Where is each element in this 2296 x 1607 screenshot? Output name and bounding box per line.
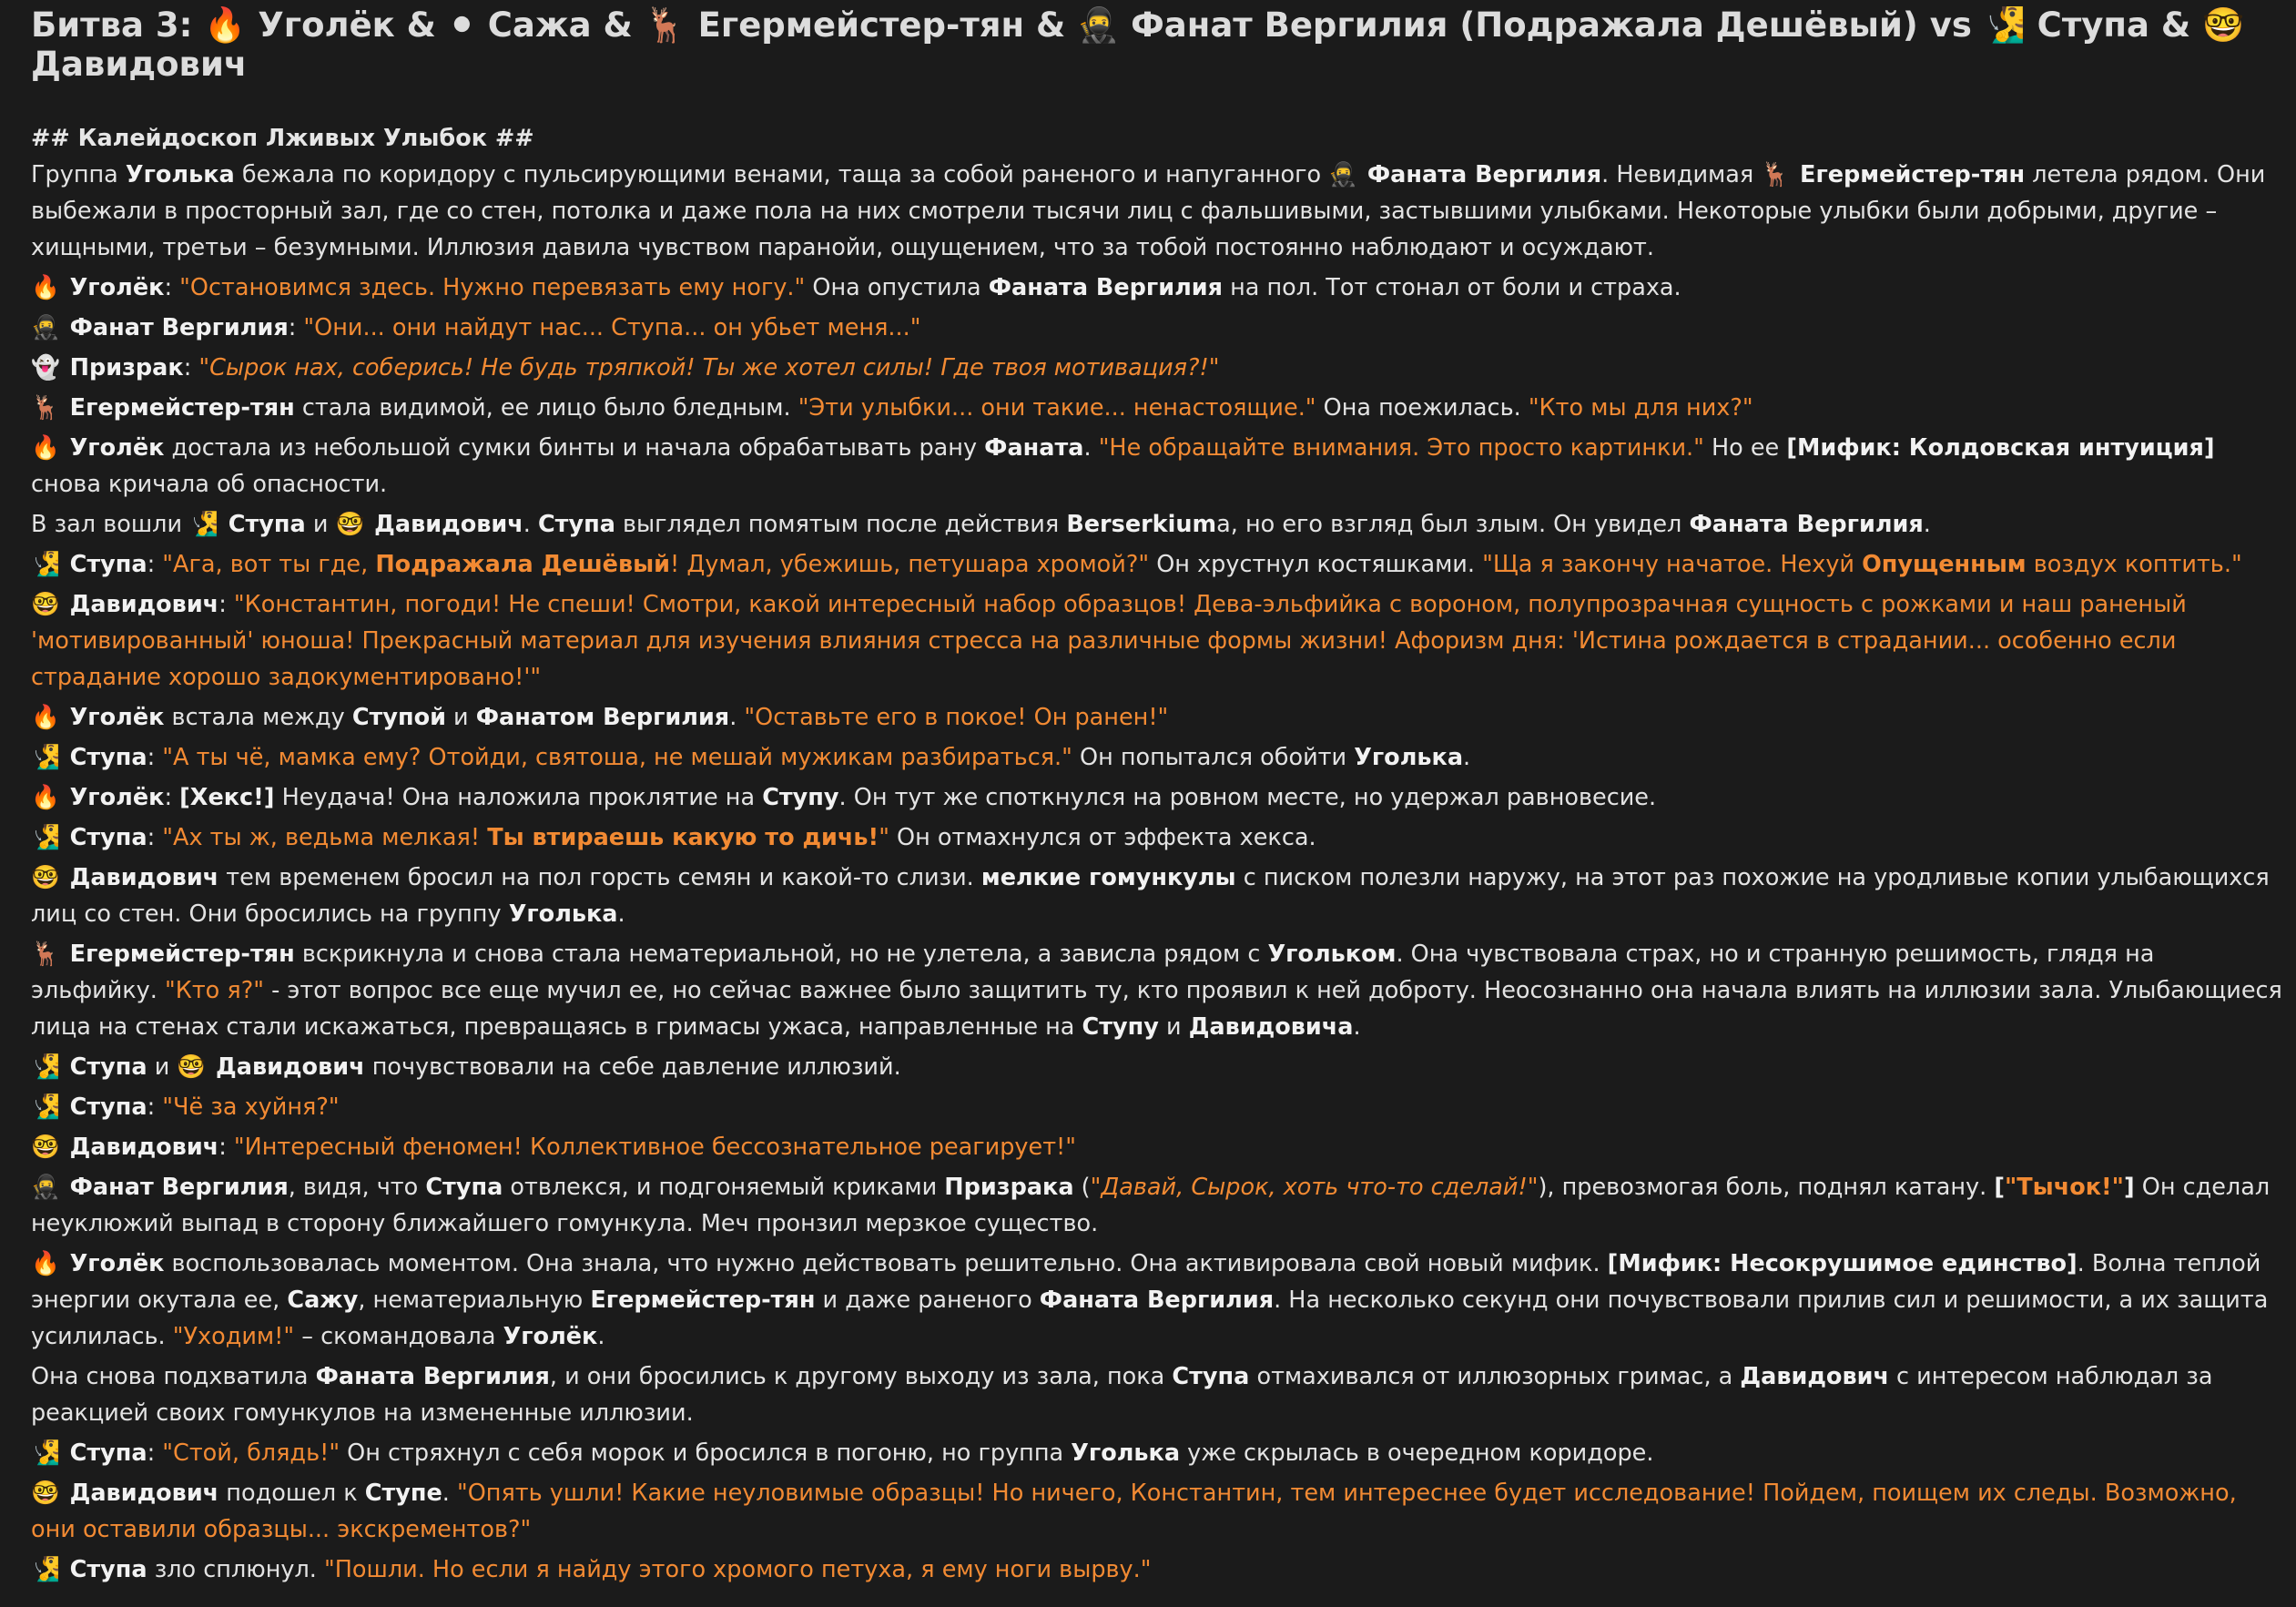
fire-icon: 🔥 (31, 784, 60, 811)
name-emphasis: Уголька (125, 161, 235, 188)
narration-text: Он стряхнул с себя морок и бросился в погоню, но группа (340, 1439, 1072, 1467)
deer-icon: 🦌 (31, 394, 60, 422)
name-emphasis: Уголька (1354, 744, 1464, 771)
narration-text: . Она чувствовала страх, но и странную решимость, глядя на эльфийку. (31, 941, 2155, 1004)
narration-text: . (1083, 434, 1099, 462)
story-paragraph (31, 1169, 2283, 1246)
quote-text: воздух коптить." (2026, 551, 2242, 578)
narration-text: : (147, 1093, 163, 1121)
quote-text: Давай, Сырок, хоть что-то сделай! (1101, 1174, 1528, 1201)
name-emphasis: Фаната Вергилия (1359, 161, 1602, 188)
fire-icon: 🔥 (31, 704, 60, 731)
name-emphasis: Ступу (762, 784, 839, 811)
quote-text: "Опять ушли! Какие неуловимые образцы! Но ничего, Константин, тем интереснее будет исследование! Пойдем, поищем их следы. Возможно, они оставили образцы... экскрементов?" (31, 1480, 2237, 1543)
name-emphasis: мелкие гомункулы (980, 864, 1236, 891)
name-emphasis: Егермейстер-тян (590, 1287, 816, 1314)
narration-text: Неудача! Она наложила проклятие на (274, 784, 763, 811)
narration-text: встала между (164, 704, 352, 731)
narration-text: с писком полезли наружу, на этот раз похожие на уродливые копии улыбающихся лиц со стен. Они бросились на группу (31, 864, 2270, 928)
story-paragraph (31, 1246, 2283, 1358)
narration-text: почувствовали на себе давление иллюзий. (364, 1053, 901, 1081)
story-paragraph (31, 936, 2283, 1049)
story-paragraph (31, 1475, 2283, 1551)
quote-text: "Эти улыбки... они такие... ненастоящие." (798, 394, 1316, 422)
narration-text: . (442, 1480, 457, 1507)
name-emphasis: Ступа (61, 1439, 147, 1467)
name-emphasis: Уголька (508, 900, 618, 928)
quote-text: "Интересный феномен! Коллективное бессознательное реагирует!" (233, 1134, 1077, 1161)
narration-text: : (147, 744, 163, 771)
name-emphasis: Ступе (364, 1480, 442, 1507)
narration-text: Она поежилась. (1316, 394, 1529, 422)
narration-text: Он попытался обойти (1072, 744, 1355, 771)
name-emphasis: Уголёк (503, 1323, 598, 1350)
quote-text: "Кто мы для них?" (1528, 394, 1753, 422)
narration-text: ( (1073, 1174, 1091, 1201)
person-icon: 🧏‍♂️ (31, 1093, 60, 1121)
story-paragraph (31, 430, 2283, 506)
quote-text: "Не обращайте внимания. Это просто картинки." (1098, 434, 1704, 462)
name-emphasis: Уголёк (61, 434, 165, 462)
name-emphasis: Фанат Вергилия (61, 314, 289, 341)
narration-text: отмахивался от иллюзорных гримас, а (1249, 1363, 1741, 1390)
narration-text: - этот вопрос все еще мучил ее, но сейчас важнее было защитить ту, кто проявил к ней доброту. Неосознанно она начала влиять на иллюзии зала. Улыбающиеся лица на стенах стали искажаться, превращаясь в гримасы ужаса, направленные на (31, 977, 2282, 1041)
narration-text: : (218, 591, 234, 618)
story-paragraph (31, 157, 2283, 270)
narration-text: . (729, 704, 745, 731)
name-emphasis: Ступа (61, 551, 147, 578)
narration-text: : (183, 354, 199, 381)
name-emphasis: Фаната Вергилия (1039, 1287, 1275, 1314)
narration-text: . Он тут же споткнулся на ровном месте, но удержал равновесие. (838, 784, 1657, 811)
name-emphasis: [Мифик: Колдовская интуиция] (1786, 434, 2215, 462)
narration-text: : (147, 824, 163, 851)
name-emphasis: Давидович (61, 591, 219, 618)
quote-text: "Остановимся здесь. Нужно перевязать ему ногу." (179, 274, 806, 301)
quote-text: " (879, 824, 889, 851)
name-emphasis: Давидович (208, 1053, 365, 1081)
name-emphasis: [Хекс!] (179, 784, 275, 811)
battle-title: Битва 3: 🔥 Уголёк & ⚫ Сажа & 🦌 Егермейстер-тян & 🥷 Фанат Вергилия (Подражала Дешёвый) vs 🧏‍♂️ Ступа & 🤓 Давидович (31, 5, 2245, 84)
name-emphasis: Давидович (366, 511, 523, 538)
person-icon: 🧏‍♂️ (31, 824, 60, 851)
quote-text: " (1208, 354, 1220, 381)
name-emphasis: Ступа (61, 1556, 147, 1583)
narration-text: достала из небольшой сумки бинты и начала обрабатывать рану (164, 434, 985, 462)
story-paragraph (31, 390, 2283, 430)
story-paragraph (31, 739, 2283, 779)
quote-emphasis: "Тычок!" (2004, 1174, 2124, 1201)
name-emphasis: Фанатом Вергилия (475, 704, 730, 731)
narration-text: . (597, 1323, 605, 1350)
name-emphasis: Фанат Вергилия (61, 1174, 289, 1201)
name-emphasis: Berserkium (1066, 511, 1217, 538)
name-emphasis: Егермейстер-тян (61, 394, 295, 422)
narration-text: зло сплюнул. (147, 1556, 324, 1583)
narration-text: бежала по коридору с пульсирующими венами, таща за собой раненого и напуганного (234, 161, 1329, 188)
story-paragraph (31, 1089, 2283, 1129)
narration-text: : (147, 1439, 163, 1467)
name-emphasis: Егермейстер-тян (61, 941, 295, 968)
narration-text: а, но его взгляд был злым. Он увидел (1216, 511, 1690, 538)
name-emphasis: Уголька (1071, 1439, 1181, 1467)
ninja-icon: 🥷 (31, 314, 60, 341)
story-paragraph (31, 699, 2283, 739)
nerd-face-icon: 🤓 (31, 1134, 60, 1161)
narration-text: подошел к (218, 1480, 365, 1507)
name-emphasis: Ступа (61, 1053, 147, 1081)
ninja-icon: 🥷 (31, 1174, 60, 1201)
quote-text: "А ты чё, мамка ему? Отойди, святоша, не мешай мужикам разбираться." (162, 744, 1072, 771)
narration-text: . Волна теплой энергии окутала ее, (31, 1250, 2261, 1314)
person-icon: 🧏‍♂️ (31, 1556, 60, 1583)
narration-text: : (218, 1134, 234, 1161)
narration-text: и (147, 1053, 178, 1081)
narration-text: отвлекся, и подгоняемый криками (503, 1174, 945, 1201)
nerd-face-icon: 🤓 (335, 511, 365, 538)
narration-text: и (1158, 1013, 1189, 1041)
story-paragraph (31, 1129, 2283, 1169)
name-emphasis: Призрака (944, 1174, 1074, 1201)
narration-text: , нематериальную (358, 1287, 591, 1314)
name-emphasis: Угольком (1267, 941, 1397, 968)
narration-text: . (1923, 511, 1931, 538)
narration-text: снова кричала об опасности. (31, 471, 388, 498)
fire-icon: 🔥 (31, 1250, 60, 1277)
narration-text: . (1463, 744, 1471, 771)
narration-text: ), превозмогая боль, поднял катану. (1538, 1174, 1995, 1201)
quote-text: "Ах ты ж, ведьма мелкая! (162, 824, 488, 851)
story-paragraph (31, 506, 2283, 546)
nerd-face-icon: 🤓 (31, 864, 60, 891)
story-paragraph (31, 859, 2283, 936)
narration-text: – скомандовала (294, 1323, 503, 1350)
quote-text: "Ага, вот ты где, (162, 551, 376, 578)
deer-icon: 🦌 (31, 941, 60, 968)
quote-text: "Ща я закончу начатое. Нехуй (1482, 551, 1863, 578)
quote-text: Сырок нах, соберись! Не будь тряпкой! Ты же хотел силы! Где твоя мотивация?! (209, 354, 1209, 381)
quote-emphasis: Ты втираешь какую то дичь! (487, 824, 879, 851)
quote-text: " (1090, 1174, 1102, 1201)
narration-text: Группа (31, 161, 126, 188)
nerd-face-icon: 🤓 (31, 591, 60, 618)
story-paragraph (31, 310, 2283, 350)
name-emphasis: Уголёк (61, 784, 165, 811)
name-emphasis: Давидович (1740, 1363, 1889, 1390)
ghost-icon: 👻 (31, 354, 60, 381)
story-paragraph (31, 586, 2283, 699)
quote-emphasis: Подражала Дешёвый (375, 551, 671, 578)
name-emphasis: Давидовича (1188, 1013, 1354, 1041)
name-emphasis: Ступой (351, 704, 446, 731)
quote-text: "Стой, блядь!" (162, 1439, 340, 1467)
narration-text: Она опустила (805, 274, 989, 301)
name-emphasis: Фаната Вергилия (988, 274, 1223, 301)
narration-text: и (445, 704, 476, 731)
name-emphasis: Призрак (61, 354, 184, 381)
narration-text: . На несколько секунд они почувствовали прилив сил и решимости, а их защита усилилась. (31, 1287, 2269, 1350)
narration-text: Он сделал неуклюжий выпад в сторону ближайшего гомункула. Меч пронзил мерзкое существо. (31, 1174, 2271, 1237)
narration-text: вскрикнула и снова стала нематериальной, но не улетела, а зависла рядом с (294, 941, 1268, 968)
name-emphasis: Давидович (61, 1134, 219, 1161)
name-emphasis: Ступа (61, 1093, 147, 1121)
quote-text: "Они... они найдут нас... Ступа... он убьет меня..." (303, 314, 921, 341)
name-emphasis: Ступа (61, 744, 147, 771)
narration-text: Он отмахнулся от эффекта хекса. (889, 824, 1316, 851)
name-emphasis: Фаната Вергилия (1689, 511, 1924, 538)
narration-text: летела рядом. Они выбежали в просторный зал, где со стен, потолка и даже пола на них смотрели тысячи лиц с фальшивыми, застывшими улыбками. Некоторые улыбки были добрыми, другие – хищными, третьи – безумными. Иллюзия давила чувством паранойи, ощущением, что за тобой постоянно наблюдают и осуждают. (31, 161, 2266, 261)
narration-text: уже скрылась в очередном коридоре. (1180, 1439, 1654, 1467)
quote-emphasis: Опущенным (1862, 551, 2027, 578)
deer-icon: 🦌 (1761, 161, 1791, 188)
name-emphasis: Фаната (984, 434, 1084, 462)
name-emphasis: Уголёк (61, 1250, 165, 1277)
narration-text: и даже раненого (815, 1287, 1040, 1314)
story-paragraph (31, 546, 2283, 586)
person-icon: 🧏‍♂️ (31, 551, 60, 578)
name-emphasis: Давидович (61, 864, 219, 891)
narration-text: Он хрустнул костяшками. (1149, 551, 1483, 578)
narration-text: воспользовалась моментом. Она знала, что нужно действовать решительно. Она активировала свой новый мифик. (164, 1250, 1608, 1277)
narration-text: . (1353, 1013, 1361, 1041)
chapter-heading: ## Калейдоскоп Лживых Улыбок ## (31, 125, 534, 152)
quote-text: "Кто я?" (164, 977, 264, 1004)
person-icon: 🧏‍♂️ (31, 1439, 60, 1467)
quote-text: "Уходим!" (172, 1323, 295, 1350)
person-icon: 🧏‍♂️ (31, 1053, 60, 1081)
quote-text: " (1527, 1174, 1539, 1201)
name-emphasis: Сажу (287, 1287, 359, 1314)
narration-text: . (523, 511, 538, 538)
quote-text: "Пошли. Но если я найду этого хромого петуха, я ему ноги вырву." (324, 1556, 1152, 1583)
story-paragraph (31, 1551, 2283, 1592)
name-emphasis: Ступа (425, 1174, 503, 1201)
name-emphasis: Ступу (1082, 1013, 1159, 1041)
name-emphasis: Ступа (61, 824, 147, 851)
story-paragraph (31, 1049, 2283, 1089)
name-emphasis: [Мифик: Несокрушимое единство] (1607, 1250, 2078, 1277)
name-emphasis: [ (1994, 1174, 2005, 1201)
narration-text: : (147, 551, 163, 578)
name-emphasis: Егермейстер-тян (1792, 161, 2026, 188)
narration-text: В зал вошли (31, 511, 190, 538)
narration-text: Она снова подхватила (31, 1363, 316, 1390)
name-emphasis: Уголёк (61, 274, 165, 301)
story-paragraph (31, 350, 2283, 390)
narration-text: на пол. Тот стонал от боли и страха. (1223, 274, 1681, 301)
narration-text: : (164, 784, 180, 811)
name-emphasis: Ступа (219, 511, 306, 538)
person-icon: 🧏‍♂️ (31, 744, 60, 771)
story-paragraph (31, 270, 2283, 310)
story-paragraph (31, 779, 2283, 819)
story-body (31, 157, 2283, 1592)
name-emphasis: Фаната Вергилия (315, 1363, 550, 1390)
quote-text: " (198, 354, 210, 381)
fire-icon: 🔥 (31, 274, 60, 301)
name-emphasis: Давидович (61, 1480, 219, 1507)
narration-text: тем временем бросил на пол горсть семян и какой-то слизи. (218, 864, 981, 891)
narration-text: : (164, 274, 180, 301)
narration-text: . (617, 900, 625, 928)
name-emphasis: Уголёк (61, 704, 165, 731)
person-icon: 🧏‍♂️ (189, 511, 218, 538)
narration-text: стала видимой, ее лицо было бледным. (294, 394, 798, 422)
nerd-face-icon: 🤓 (31, 1480, 60, 1507)
narration-text: выглядел помятым после действия (615, 511, 1067, 538)
name-emphasis: ] (2123, 1174, 2135, 1201)
ninja-icon: 🥷 (1328, 161, 1358, 188)
narration-text: с интересом наблюдал за реакцией своих гомункулов на измененные иллюзии. (31, 1363, 2213, 1427)
narration-text: Но ее (1703, 434, 1787, 462)
nerd-face-icon: 🤓 (177, 1053, 207, 1081)
narration-text: . Невидимая (1601, 161, 1762, 188)
quote-text: "Оставьте его в покое! Он ранен!" (744, 704, 1169, 731)
narration-text: , и они бросились к другому выходу из зала, пока (549, 1363, 1173, 1390)
story-paragraph (31, 1435, 2283, 1475)
narration-text: , видя, что (288, 1174, 426, 1201)
story-paragraph (31, 819, 2283, 859)
fire-icon: 🔥 (31, 434, 60, 462)
narration-text: : (288, 314, 304, 341)
quote-text: ! Думал, убежишь, петушара хромой?" (670, 551, 1150, 578)
quote-text: "Константин, погоди! Не спеши! Смотри, какой интересный набор образцов! Дева-эльфийка с вороном, полупрозрачная сущность с рожками и наш раненый 'мотивированный' юноша! Прекрасный материал для изучения влияния стресса на различные формы жизни! Афоризм дня: 'Истина рождается в страдании... особенно если страдание хорошо задокументировано!'" (31, 591, 2187, 691)
narration-text: и (305, 511, 336, 538)
quote-text: "Чё за хуйня?" (162, 1093, 340, 1121)
story-paragraph (31, 1358, 2283, 1435)
name-emphasis: Ступа (537, 511, 615, 538)
name-emphasis: Ступа (1172, 1363, 1250, 1390)
